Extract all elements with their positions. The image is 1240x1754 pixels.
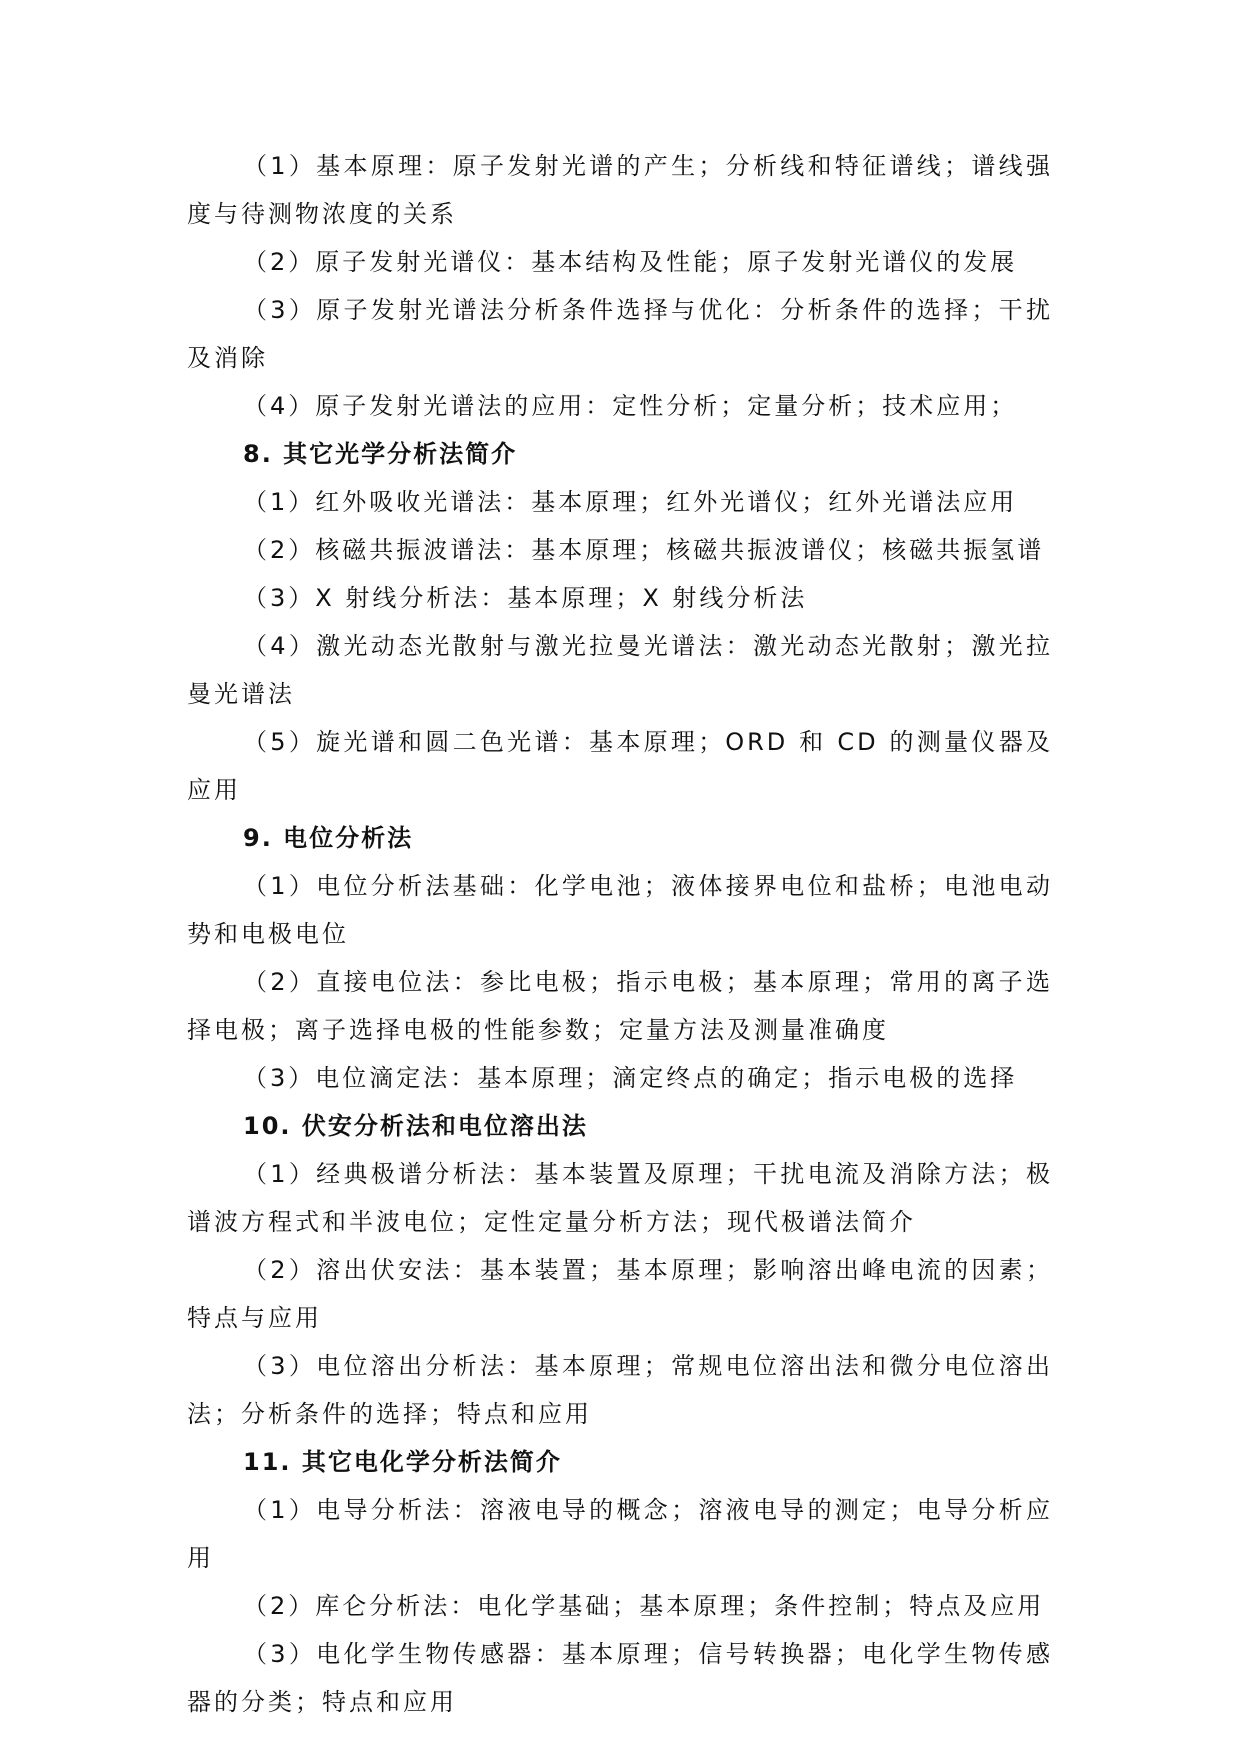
section-heading-11: 11. 其它电化学分析法简介 [243, 1448, 562, 1476]
paragraph-11-3: （3）电化学生物传感器：基本原理；信号转换器；电化学生物传感器的分类；特点和应用 [187, 1640, 1053, 1716]
section-heading-8: 8. 其它光学分析法简介 [243, 440, 518, 468]
paragraph-7-2: （2）原子发射光谱仪：基本结构及性能；原子发射光谱仪的发展 [243, 248, 1018, 276]
paragraph-10-1: （1）经典极谱分析法：基本装置及原理；干扰电流及消除方法；极谱波方程式和半波电位；定性定量分析方法；现代极谱法简介 [187, 1160, 1053, 1236]
paragraph-7-4: （4）原子发射光谱法的应用：定性分析；定量分析；技术应用； [243, 392, 1018, 420]
section-heading-10: 10. 伏安分析法和电位溶出法 [243, 1112, 588, 1140]
section-heading-9: 9. 电位分析法 [243, 824, 414, 852]
paragraph-8-2: （2）核磁共振波谱法：基本原理；核磁共振波谱仪；核磁共振氢谱 [243, 536, 1045, 564]
paragraph-8-1: （1）红外吸收光谱法：基本原理；红外光谱仪；红外光谱法应用 [243, 488, 1018, 516]
paragraph-8-5: （5）旋光谱和圆二色光谱：基本原理；ORD 和 CD 的测量仪器及应用 [187, 728, 1053, 804]
paragraph-7-3: （3）原子发射光谱法分析条件选择与优化：分析条件的选择；干扰及消除 [187, 296, 1053, 372]
paragraph-10-2: （2）溶出伏安法：基本装置；基本原理；影响溶出峰电流的因素；特点与应用 [187, 1256, 1053, 1332]
document-body [187, 142, 1053, 1726]
paragraph-9-3: （3）电位滴定法：基本原理；滴定终点的确定；指示电极的选择 [243, 1064, 1018, 1092]
paragraph-7-1: （1）基本原理：原子发射光谱的产生；分析线和特征谱线；谱线强度与待测物浓度的关系 [187, 152, 1053, 228]
paragraph-11-2: （2）库仑分析法：电化学基础；基本原理；条件控制；特点及应用 [243, 1592, 1045, 1620]
paragraph-9-1: （1）电位分析法基础：化学电池；液体接界电位和盐桥；电池电动势和电极电位 [187, 872, 1053, 948]
paragraph-8-3: （3）X 射线分析法：基本原理；X 射线分析法 [243, 584, 808, 612]
paragraph-10-3: （3）电位溶出分析法：基本原理；常规电位溶出法和微分电位溶出法；分析条件的选择；特点和应用 [187, 1352, 1053, 1428]
paragraph-9-2: （2）直接电位法：参比电极；指示电极；基本原理；常用的离子选择电极；离子选择电极的性能参数；定量方法及测量准确度 [187, 968, 1053, 1044]
paragraph-11-1: （1）电导分析法：溶液电导的概念；溶液电导的测定；电导分析应用 [187, 1496, 1053, 1572]
paragraph-8-4: （4）激光动态光散射与激光拉曼光谱法：激光动态光散射；激光拉曼光谱法 [187, 632, 1053, 708]
